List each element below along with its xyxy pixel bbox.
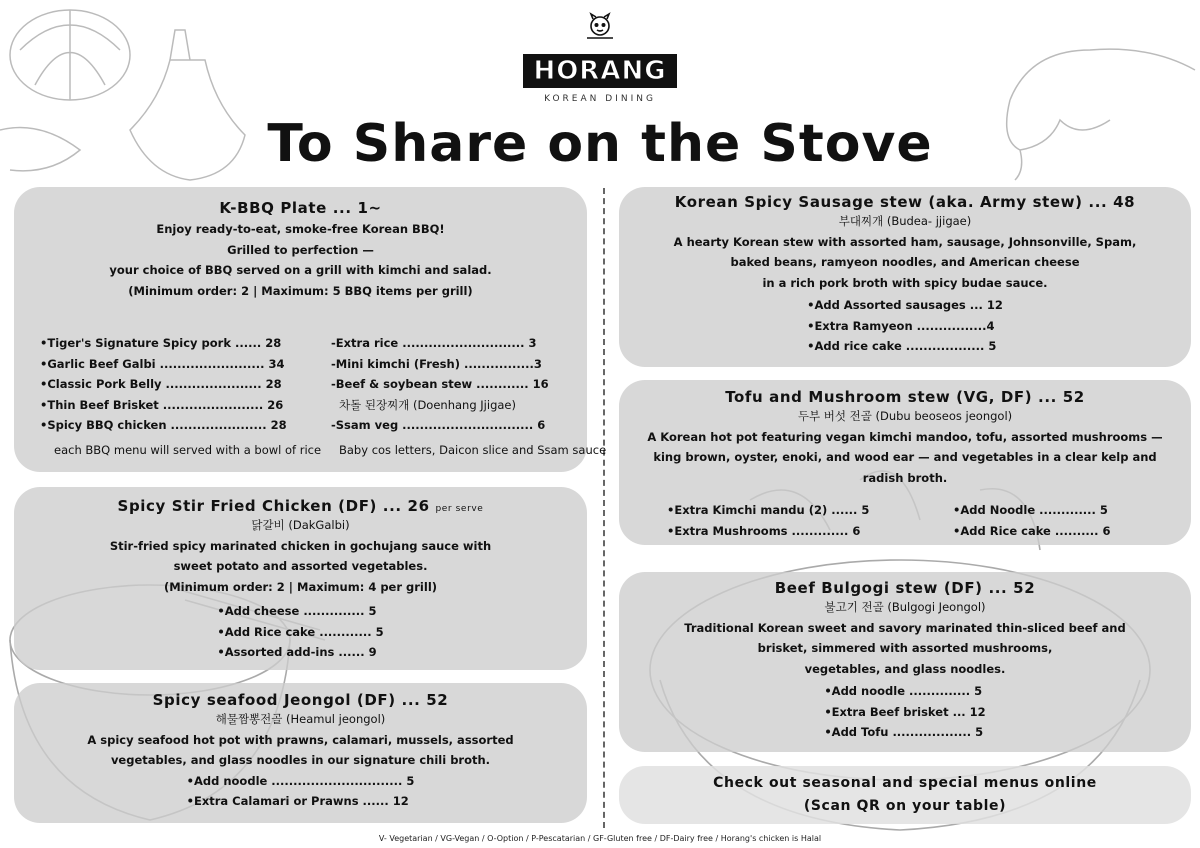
tofu-panel [619, 380, 1191, 545]
seafood-desc-line: vegetables, and glass noodles in our signature chili broth. [110, 753, 491, 767]
tiger-icon [583, 12, 617, 42]
addon-item: •Add cheese .............. 5 [217, 604, 377, 618]
chicken-desc-line: (Minimum order: 2 | Maximum: 4 per grill) [163, 579, 438, 594]
menu-item: •Tiger's Signature Spicy pork ...... 28 [40, 336, 282, 350]
addon-item: •Add Tofu .................. 5 [824, 725, 984, 739]
army-stew-desc-line: A hearty Korean stew with assorted ham, sausage, Johnsonville, Spam, [673, 234, 1137, 249]
addon-item: •Add Assorted sausages ... 12 [807, 298, 1003, 312]
tofu-desc-line: radish broth. [862, 470, 948, 485]
dietary-legend: V- Vegetarian / VG-Vegan / O-Option / P-Pescatarian / GF-Gluten free / DF-Dairy free / Horang's chicken is Halal [378, 834, 822, 843]
army-stew-desc-line: in a rich pork broth with spicy budae sauce. [762, 275, 1048, 290]
addon-item: •Add Rice cake ............ 5 [217, 624, 384, 639]
menu-item: -Extra rice ............................ 3 [331, 336, 537, 350]
logo-wordmark: HORANG [523, 54, 676, 88]
tofu-korean-name: 두부 버섯 전골 (Dubu beoseos jeongol) [797, 409, 1013, 423]
kbbq-rice-note: each BBQ menu will served with a bowl of rice [54, 442, 322, 457]
tofu-desc-line: A Korean hot pot featuring vegan kimchi mandoo, tofu, assorted mushrooms — [647, 429, 1163, 444]
page-title: To Share on the Stove [267, 114, 933, 174]
column-divider [603, 188, 605, 828]
tofu-addons-right [953, 500, 1111, 541]
menu-item: -Beef & soybean stew ............ 16 [331, 377, 549, 391]
tofu-desc-line: king brown, oyster, enoki, and wood ear — and vegetables in a clear kelp and [653, 450, 1157, 464]
addon-item: •Add Rice cake .......... 6 [953, 523, 1111, 538]
army-stew-desc-line: baked beans, ramyeon noodles, and American cheese [730, 255, 1080, 269]
seasonal-panel [619, 766, 1191, 824]
chicken-korean-name: 닭갈비 (DakGalbi) [251, 518, 350, 532]
addon-item: •Add rice cake .................. 5 [807, 339, 997, 353]
kbbq-desc-line: (Minimum order: 2 | Maximum: 5 BBQ items per grill) [128, 283, 473, 298]
kbbq-panel [14, 187, 607, 472]
kbbq-desc-line: your choice of BBQ served on a grill with kimchi and salad. [109, 263, 492, 277]
ssam-note: Baby cos letters, Daicon slice and Ssam sauce [339, 442, 607, 457]
army-stew-title: Korean Spicy Sausage stew (aka. Army stew) ... 48 [674, 193, 1136, 211]
menu-item: •Thin Beef Brisket ....................... 26 [40, 397, 284, 412]
bulgogi-title: Beef Bulgogi stew (DF) ... 52 [774, 579, 1036, 597]
chicken-addons [217, 601, 383, 663]
menu-item: -Mini kimchi (Fresh) ................3 [331, 356, 542, 371]
seafood-title: Spicy seafood Jeongol (DF) ... 52 [152, 691, 449, 709]
chicken-desc-line: Stir-fried spicy marinated chicken in gochujang sauce with [109, 538, 492, 553]
seafood-panel [14, 683, 587, 823]
chicken-desc-line: sweet potato and assorted vegetables. [173, 559, 428, 573]
seasonal-line-1: Check out seasonal and special menus online [713, 775, 1097, 791]
army-stew-addons [807, 295, 1003, 357]
kbbq-title: K-BBQ Plate ... 1~ [219, 199, 382, 217]
per-serve-label: per serve [435, 504, 484, 514]
tofu-title: Tofu and Mushroom stew (VG, DF) ... 52 [725, 388, 1085, 406]
tofu-addons-left [667, 500, 869, 541]
addon-item: •Extra Kimchi mandu (2) ...... 5 [667, 503, 870, 517]
menu-item: •Spicy BBQ chicken ...................... 28 [40, 418, 287, 432]
kbbq-bbq-list [40, 333, 321, 460]
bulgogi-addons [824, 681, 985, 743]
bulgogi-desc-line: Traditional Korean sweet and savory marinated thin-sliced beef and [684, 620, 1126, 635]
seafood-desc-line: A spicy seafood hot pot with prawns, calamari, mussels, assorted [87, 732, 514, 747]
kbbq-sides-list [331, 333, 606, 460]
chicken-panel [14, 487, 587, 670]
horang-logo [520, 10, 680, 110]
bulgogi-desc-line: brisket, simmered with assorted mushrooms, [757, 641, 1053, 655]
menu-item: •Garlic Beef Galbi ........................ 34 [40, 356, 285, 371]
stew-korean-name: 차돌 된장찌개 (Doenhang Jjigae) [339, 397, 516, 412]
logo-tagline: KOREAN DINING [544, 94, 656, 104]
seafood-addons [187, 771, 415, 812]
addon-item: •Add noodle .............................. 5 [186, 773, 415, 788]
addon-item: •Extra Ramyeon ................4 [807, 318, 995, 333]
bulgogi-korean-name: 불고기 전골 (Bulgogi Jeongol) [824, 600, 986, 614]
menu-item: -Ssam veg .............................. 6 [331, 418, 546, 432]
kbbq-desc-line: Grilled to perfection — [227, 242, 374, 257]
addon-item: •Add Noodle ............. 5 [953, 503, 1108, 517]
chicken-title: Spicy Stir Fried Chicken (DF) ... 26 per serve [117, 497, 484, 515]
army-stew-korean-name: 부대찌개 (Budea- jjigae) [838, 214, 972, 228]
addon-item: •Extra Calamari or Prawns ...... 12 [186, 794, 409, 808]
menu-item: •Classic Pork Belly ...................... 28 [40, 377, 282, 391]
seasonal-line-2: (Scan QR on your table) [803, 798, 1007, 814]
addon-item: •Add noodle .............. 5 [824, 684, 983, 698]
addon-item: •Extra Mushrooms ............. 6 [667, 523, 861, 538]
bulgogi-desc-line: vegetables, and glass noodles. [804, 661, 1006, 676]
army-stew-panel [619, 187, 1191, 367]
seafood-korean-name: 해물짬뽕전골 (Heamul jeongol) [215, 712, 386, 726]
bulgogi-panel [619, 572, 1191, 752]
addon-item: •Assorted add-ins ...... 9 [217, 645, 377, 659]
kbbq-desc-line: Enjoy ready-to-eat, smoke-free Korean BBQ! [156, 222, 445, 236]
addon-item: •Extra Beef brisket ... 12 [824, 704, 986, 719]
